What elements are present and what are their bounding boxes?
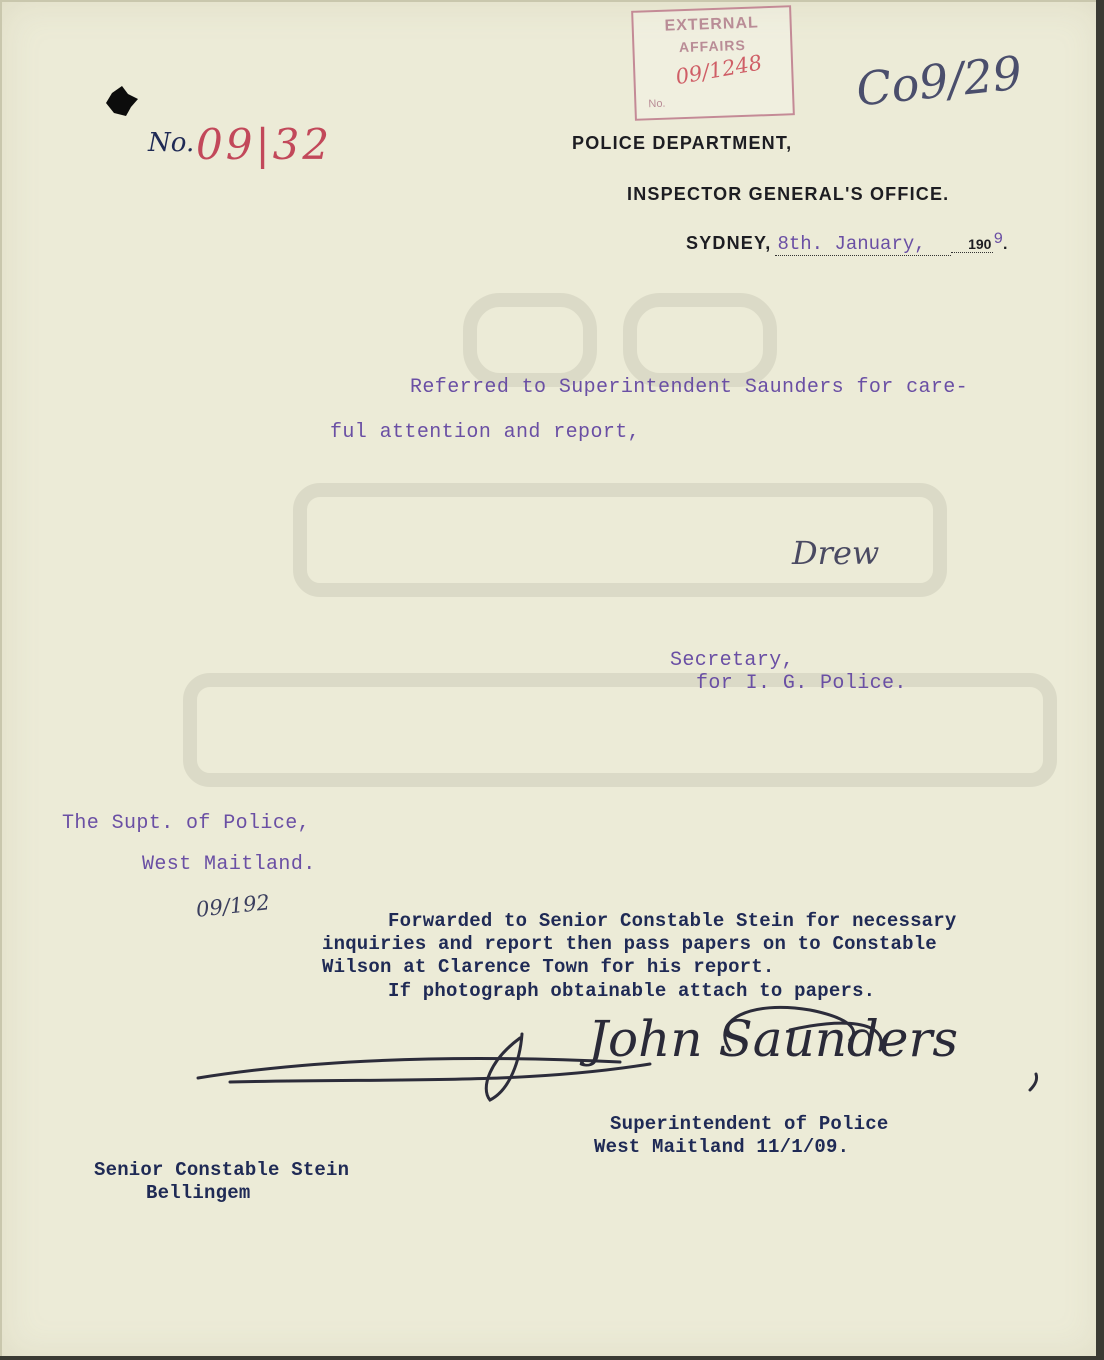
addressee-line-2: West Maitland. (142, 853, 316, 876)
superintendent-place-date: West Maitland 11/1/09. (594, 1136, 850, 1158)
letterhead-year-end: . (1003, 236, 1009, 253)
forwarding-line-1: Forwarded to Senior Constable Stein for necessary (388, 910, 957, 932)
letterhead-office: INSPECTOR GENERAL'S OFFICE. (627, 184, 950, 204)
punch-hole (104, 85, 140, 117)
forwarding-line-4: If photograph obtainable attach to papers. (388, 980, 876, 1002)
superintendent-signature: John Saunders (588, 1010, 959, 1068)
external-affairs-stamp (631, 5, 795, 121)
stamp-line-2: AFFAIRS (678, 36, 747, 56)
corner-reference: Co9/29 (853, 45, 1025, 117)
stamp-handwritten-number: 09/1248 (673, 50, 764, 90)
referral-line-2: ful attention and report, (330, 421, 641, 444)
superintendent-title: Superintendent of Police (610, 1113, 889, 1135)
scan-edge-right (1096, 0, 1104, 1360)
letterhead-department: POLICE DEPARTMENT, (572, 133, 793, 153)
secretary-initials: Drew (792, 534, 880, 572)
signatory-org: for I. G. Police. (696, 672, 907, 695)
referral-line-1: Referred to Superintendent Saunders for care- (410, 376, 969, 399)
stamp-line-1: EXTERNAL (664, 14, 760, 35)
file-number-value: 09|32 (196, 120, 333, 169)
recipient-line-2: Bellingem (146, 1182, 251, 1204)
signatory-title: Secretary, (670, 649, 795, 672)
margin-note: 09/192 (194, 890, 271, 922)
letterhead-year-printed: 190 (951, 236, 993, 253)
letterhead-place-date (686, 230, 1009, 256)
letterhead-year-typed: 9 (993, 230, 1004, 248)
letterhead-date: 8th. January, (775, 233, 951, 256)
stamp-number-prefix: No. (648, 97, 666, 111)
recipient-line-1: Senior Constable Stein (94, 1159, 350, 1181)
file-number-prefix: No. (148, 128, 195, 158)
scan-edge-bottom (0, 1356, 1104, 1360)
letterhead-place: SYDNEY, (686, 233, 772, 253)
forwarding-line-3: Wilson at Clarence Town for his report. (322, 956, 775, 978)
addressee-line-1: The Supt. of Police, (62, 812, 311, 835)
forwarding-line-2: inquiries and report then pass papers on to Constable (322, 933, 937, 955)
show-through-ghost (170, 280, 1070, 840)
